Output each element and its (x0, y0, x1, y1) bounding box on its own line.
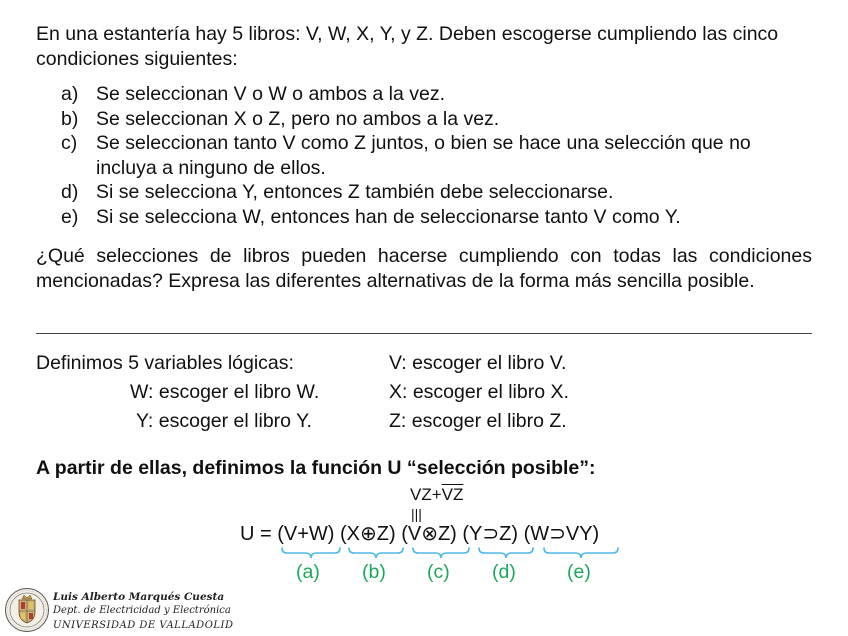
condition-text: Se seleccionan V o W o ambos a la vez. (96, 83, 446, 105)
condition-text: Se seleccionan X o Z, pero no ambos a la vez. (96, 107, 500, 130)
definitions-heading: Definimos 5 variables lógicas: (36, 352, 294, 374)
xnor-expansion-left: VZ+ (410, 485, 442, 504)
condition-label: c) (61, 132, 78, 154)
author-department: Dept. de Electricidad y Electrónica (53, 605, 231, 616)
brace-b (349, 548, 403, 558)
function-formula: U = (V+W) (X⊕Z) (V⊗Z) (Y⊃Z) (W⊃VY) (240, 523, 600, 545)
condition-label: b) (61, 107, 79, 130)
author-university: UNIVERSIDAD DE VALLADOLID (53, 620, 234, 631)
brace-label-a: (a) (296, 561, 320, 583)
author-name: Luis Alberto Marqués Cuesta (53, 591, 225, 603)
condition-label: a) (61, 83, 79, 105)
condition-text: Si se selecciona Y, entonces Z también debe seleccionarse. (96, 181, 614, 203)
brace-a (282, 548, 340, 558)
xnor-expansion-not-z: $\overline{Z}$ (453, 485, 464, 504)
brace-d (479, 548, 533, 558)
definition-v: V: escoger el libro V. (389, 352, 567, 374)
definition-y: Y: escoger el libro Y. (136, 410, 312, 432)
brace-label-b: (b) (362, 561, 386, 583)
condition-label: d) (61, 181, 79, 203)
definition-x: X: escoger el libro X. (389, 381, 569, 403)
brace-label-e: (e) (567, 561, 591, 583)
condition-label: e) (61, 205, 79, 228)
definition-w: W: escoger el libro W. (130, 381, 320, 403)
brace-label-d: (d) (492, 561, 516, 583)
brace-e (544, 548, 618, 558)
problem-intro: En una estantería hay 5 libros: V, W, X, Y, y Z. Deben escogerse cumpliendo las cinco condiciones siguientes: (36, 23, 779, 70)
condition-text: Si se selecciona W, entonces han de seleccionarse tanto V como Y. (96, 205, 681, 228)
xnor-expansion-not-v: $\overline{V}$ (441, 485, 453, 504)
university-seal-icon (4, 587, 50, 633)
function-title: A partir de ellas, definimos la función U “selección posible”: (36, 457, 596, 479)
problem-question: ¿Qué selecciones de libros pueden hacerse cumpliendo con todas las condiciones mencionadas? Expresa las diferentes alternativas de la forma más sencilla posible. (36, 245, 812, 292)
equivalence-symbol: ||| (411, 506, 422, 522)
brace-c (413, 548, 469, 558)
brace-label-c: (c) (427, 561, 450, 583)
condition-text: Se seleccionan tanto V como Z juntos, o bien se hace una selección que no incluya a ninguno de ellos. (96, 132, 751, 179)
definition-z: Z: escoger el libro Z. (389, 410, 567, 432)
